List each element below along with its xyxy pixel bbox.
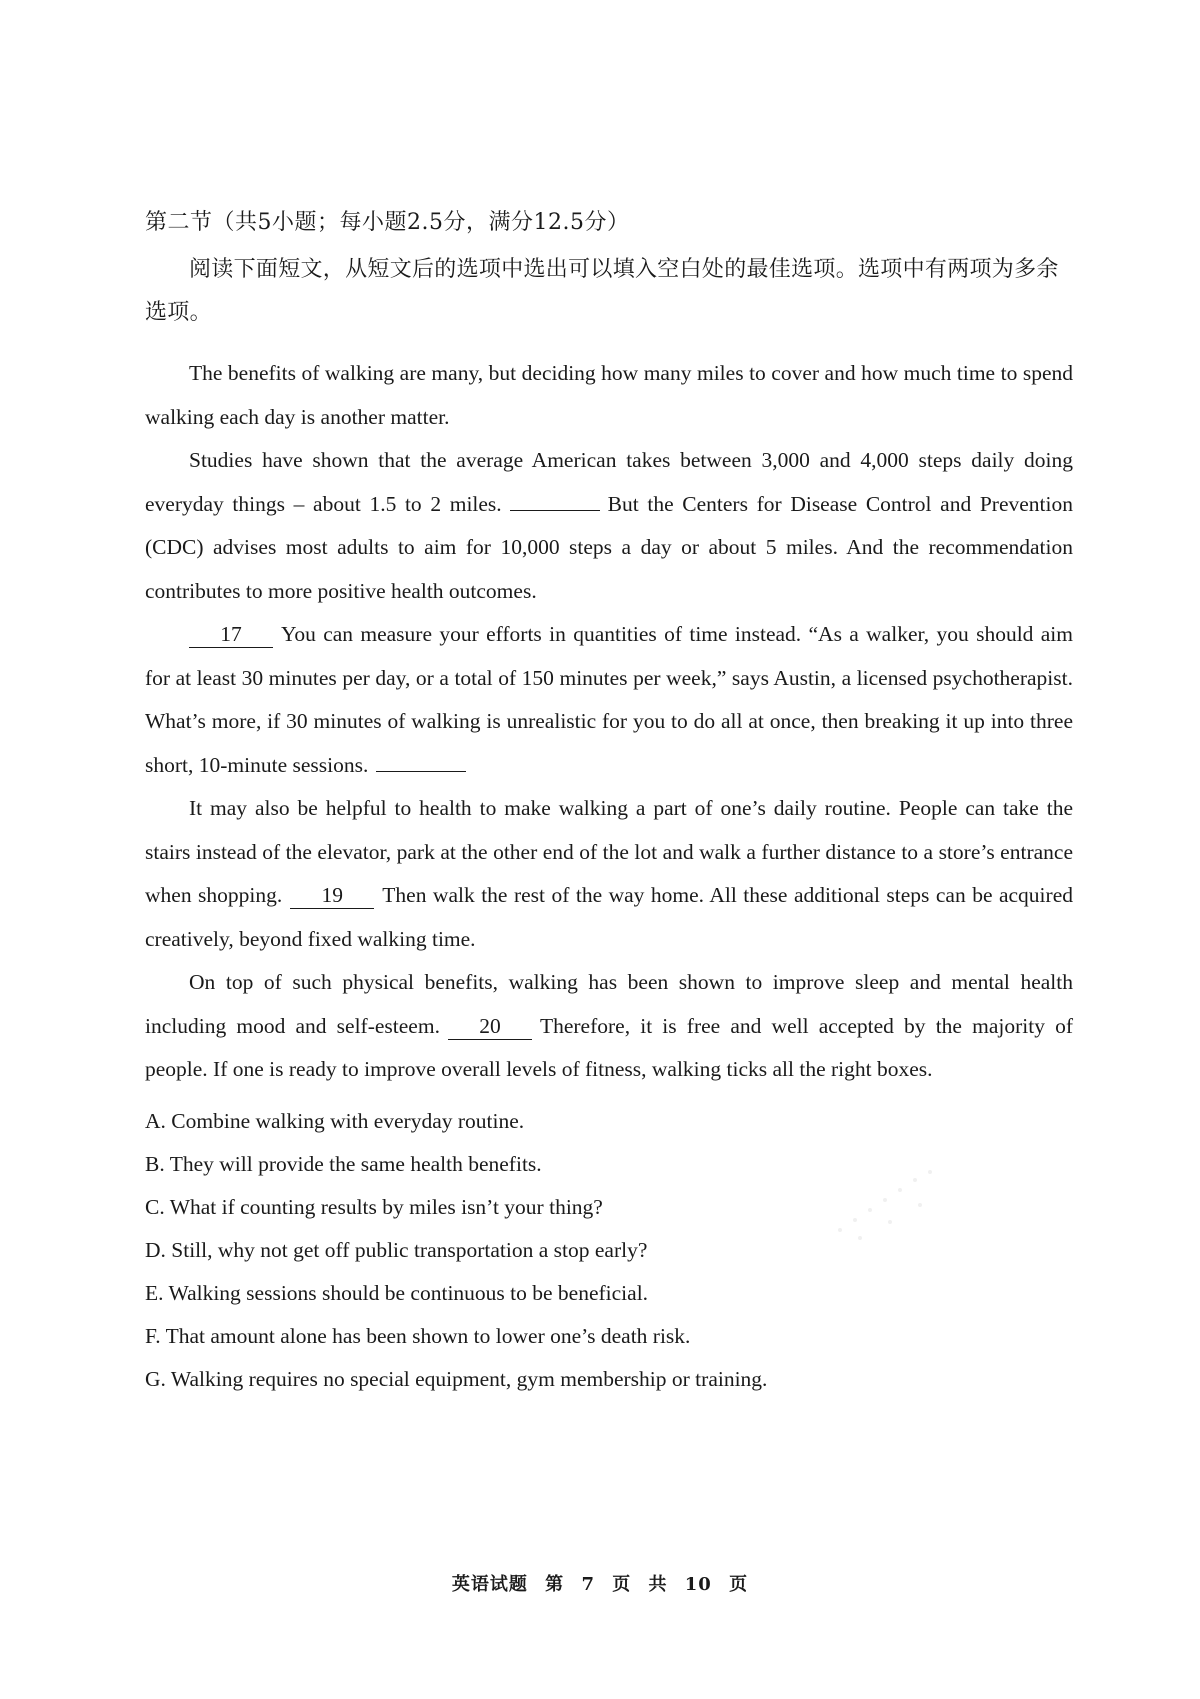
paragraph-5-text-a: On top of such physical benefits, walking has been shown to improve sleep and mental health including mood and self-esteem.: [145, 970, 1073, 1038]
option-a[interactable]: A. Combine walking with everyday routine.: [145, 1109, 525, 1133]
paragraph-2-text-a: Studies have shown that the average American takes between 3,000 and 4,000 steps daily doing everyday things – about 1.5 to 2 miles.: [145, 448, 1073, 516]
blank-18[interactable]: [376, 771, 466, 772]
blank-19[interactable]: 19: [290, 882, 374, 909]
faint-watermark-icon: [800, 1150, 970, 1260]
page-footer: 英语试题 第 7 页 共 10 页: [451, 1574, 749, 1595]
paragraph-4-text-a: It may also be helpful to health to make walking a part of one’s daily routine. People can take the stairs instead of the elevator, park at the other end of the lot and walk a further distance to a store’s entrance when shopping.: [145, 796, 1073, 907]
paragraph-5-text-b: Therefore, it is free and well accepted by the majority of people. If one is ready to improve overall levels of fitness, walking ticks all the right boxes.: [145, 1013, 1074, 1081]
paragraph-3: [145, 613, 1073, 787]
option-c[interactable]: C. What if counting results by miles isn’t your thing?: [145, 1195, 603, 1219]
section-heading: 第二节（共5小题；每小题2.5分，满分12.5分）: [145, 210, 630, 235]
reading-passage: [145, 352, 1073, 1092]
instructions: 阅读下面短文，从短文后的选项中选出可以填入空白处的最佳选项。选项中有两项为多余选项。: [145, 257, 1059, 325]
paragraph-3-text: You can measure your efforts in quantities of time instead. “As a walker, you should aim for at least 30 minutes per day, or a total of 150 minutes per week,” says Austin, a licensed psychotherapist. What’s more, if 30 minutes of walking is unrealistic for you to do all at once, then breaking it up into three short, 10-minute sessions.: [145, 622, 1073, 777]
paragraph-4-text-b: Then walk the rest of the way home. All these additional steps can be acquired creatively, beyond fixed walking time.: [145, 883, 1073, 951]
paragraph-2: [145, 439, 1073, 613]
blank-17[interactable]: 17: [189, 621, 273, 648]
option-d[interactable]: D. Still, why not get off public transportation a stop early?: [145, 1238, 648, 1262]
blank-16[interactable]: [510, 510, 600, 511]
option-g[interactable]: G. Walking requires no special equipment, gym membership or training.: [145, 1367, 768, 1391]
paragraph-4: [145, 787, 1073, 961]
paragraph-1-text: The benefits of walking are many, but deciding how many miles to cover and how much time to spend walking each day is another matter.: [145, 361, 1073, 429]
paragraph-5: [145, 961, 1073, 1092]
paragraph-1: [145, 352, 1073, 439]
option-e[interactable]: E. Walking sessions should be continuous to be beneficial.: [145, 1281, 649, 1305]
option-b[interactable]: B. They will provide the same health benefits.: [145, 1152, 542, 1176]
option-f[interactable]: F. That amount alone has been shown to lower one’s death risk.: [145, 1324, 691, 1348]
blank-20[interactable]: 20: [448, 1013, 532, 1040]
paragraph-2-text-b: But the Centers for Disease Control and Prevention (CDC) advises most adults to aim for 10,000 steps a day or about 5 miles. And the recommendation contributes to more positive health outcomes.: [145, 491, 1073, 603]
